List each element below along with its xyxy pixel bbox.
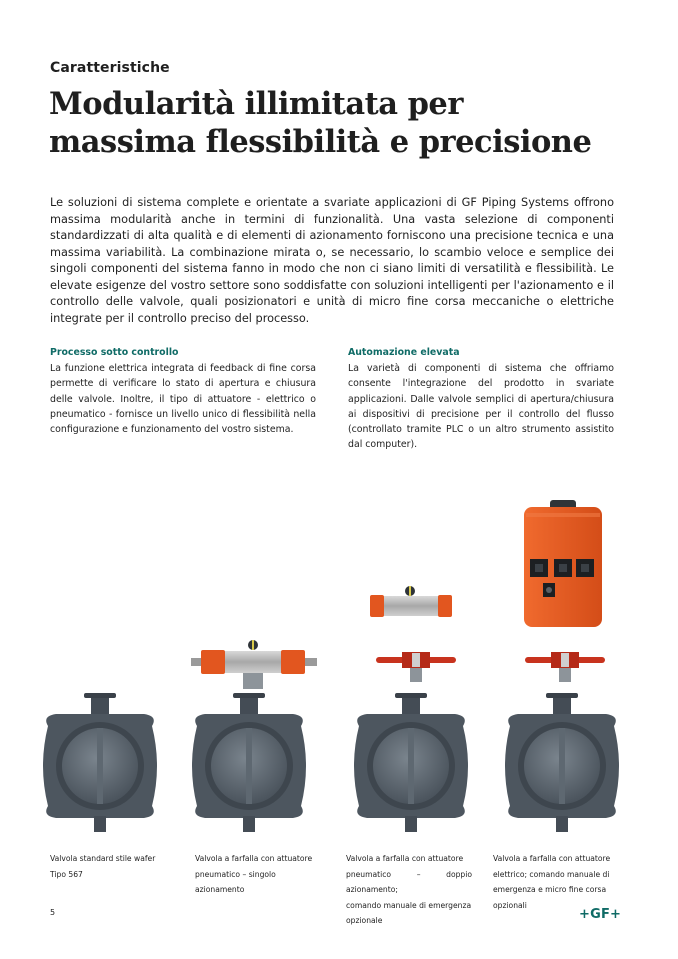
butterfly-valve-3 — [354, 693, 468, 832]
column-heading: Processo sotto controllo — [50, 347, 179, 358]
section-kicker: Caratteristiche — [50, 60, 170, 76]
caption-valve-4 — [493, 851, 623, 913]
pneumatic-actuator-single — [191, 640, 317, 689]
caption-line: pneumatico – doppio azionamento; — [346, 869, 472, 894]
caption-valve-1 — [50, 851, 180, 882]
butterfly-valve-2 — [192, 693, 306, 832]
electric-actuator — [524, 500, 602, 627]
butterfly-valve-4 — [505, 693, 619, 832]
caption-line: Valvola a farfalla con attuatore — [346, 854, 464, 863]
caption-valve-2 — [195, 851, 325, 898]
title-line-2: massima flessibilità e precisione — [49, 124, 592, 160]
caption-line: opzionale — [346, 916, 383, 925]
caption-line: Valvola a farfalla con attuatore — [195, 854, 313, 863]
caption-line: Valvola a farfalla con attuatore — [493, 854, 611, 863]
title-line-1: Modularità illimitata per — [49, 86, 463, 122]
caption-line: elettrico; comando manuale di — [493, 869, 610, 879]
caption-line: opzionali — [493, 900, 527, 910]
column-text: La varietà di componenti di sistema che offriamo consente l'integrazione del prodotto in svariate applicazioni. Dalle valvole semplici di apertura/chiusura ai dispositivi di precisione per il controllo del flusso (controllato tramite PLC o un altro strumento assistito dal computer). — [348, 363, 614, 451]
caption-line: comando manuale di emergenza — [346, 900, 472, 910]
caption-valve-3 — [346, 851, 472, 929]
caption-line: pneumatico – singolo azionamento — [195, 869, 276, 894]
caption-line: emergenza e micro fine corsa — [493, 885, 607, 894]
pneumatic-actuator-double — [370, 586, 452, 617]
page-number: 5 — [50, 908, 56, 917]
manual-override-lever-3 — [376, 652, 456, 682]
caption-line: Tipo 567 — [50, 869, 83, 879]
intro-paragraph: Le soluzioni di sistema complete e orientate a svariate applicazioni di GF Piping Systems offrono massima modularità anche in termini di funzionalità. Una vasta selezione di componenti standardizzati di alta qualità e di elementi di azionamento forniscono una precisione tecnica e una massima variabilità. La combinazione mirata o, se necessario, lo scambio veloce e semplice dei singoli componenti del sistema fanno in modo che non ci siano limiti di versatilità e flessibilità. Le elevate esigenze del vostro settore sono soddisfatte con soluzioni intelligenti per l'azionamento e il controllo delle valvole, quali posizionatori e unità di micro fine corsa meccaniche o elettriche integrate per il controllo preciso del processo. — [50, 196, 614, 325]
gf-logo: +GF+ — [579, 907, 622, 922]
caption-line: Valvola standard stile wafer — [50, 854, 156, 863]
manual-override-lever-4 — [525, 652, 605, 682]
column-heading: Automazione elevata — [348, 347, 460, 358]
column-text: La funzione elettrica integrata di feedback di fine corsa permette di verificare lo stato di apertura e chiusura delle valvole. Inoltre, il tipo di attuatore - elettrico o pneumatico - fornisce un livello unico di flessibilità nella configurazione e funzionamento del vostro sistema. — [50, 363, 316, 436]
butterfly-valve-1 — [43, 693, 157, 832]
